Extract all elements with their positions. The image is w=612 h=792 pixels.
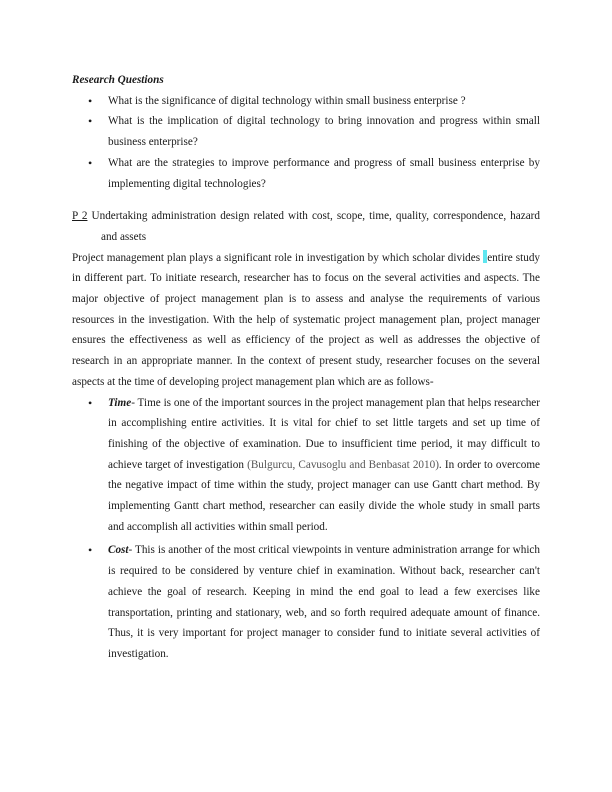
cost-text: - This is another of the most critical viewpoints in venture administration arrange for which is required to be considered by venture chief in examination. Without back, researcher can't achieve the goal of research. Keeping in mind the end goal to lead a few exercises like transportation, printing and stationary, web, and so forth required adequate amount of finance. Thus, it is very important for project manager to consider fund to initiate several activities of investigation. [108,544,540,660]
citation: (Bulgurcu, Cavusoglu and Benbasat 2010) [247,458,439,471]
research-questions-heading: Research Questions [72,74,164,86]
research-question-item: • What is the implication of digital technology to bring innovation and progress within small business enterprise? [72,111,540,152]
research-questions-list [72,91,540,195]
section-title: Undertaking administration design related with cost, scope, time, quality, correspondence, hazard and assets [87,210,540,243]
time-text-end: . In order to overcome the negative impact of time within the study, project manager can use Gantt chart method. By implementing Gantt chart method, researcher can easily divide the whole study in small parts and accomplish all activities within small period. [108,458,540,533]
research-question-item: • What is the significance of digital technology within small business enterprise ? [72,91,540,112]
page-content [72,70,540,665]
research-question-item: • What are the strategies to improve performance and progress of small business enterprise by implementing digital technologies? [72,153,540,194]
intro-paragraph [72,248,540,393]
section-number: P 2 [72,210,88,223]
term-time: Time [108,396,132,409]
section-heading-p2 [72,206,540,247]
intro-text-rest: entire study in different part. To initiate research, researcher has to focus on the several activities and aspects. The major objective of project management plan is to assess and analyse the requirements of various resources in the investigation. With the help of systematic project management plan, project manager ensures the effectiveness as well as efficiency of the project as well as addresses the objective of research in an appropriate manner. In the context of present study, researcher focuses on the several aspects at the time of developing project management plan which are as follows- [72,251,541,388]
project-aspects-list [72,393,540,665]
list-item-time [72,393,540,538]
time-text-start: - Time is one of the important sources in the project management plan that helps researcher in accomplishing entire activities. It is vital for chief to set little targets and set up time of finishing of the objective of examination. Due to insufficient time period, it may difficult to achieve target of investigation [108,396,540,471]
list-item-cost [72,540,540,664]
term-cost: Cost [108,544,129,557]
intro-text-start: Project management plan plays a significant role in investigation by which scholar divides [72,251,481,264]
